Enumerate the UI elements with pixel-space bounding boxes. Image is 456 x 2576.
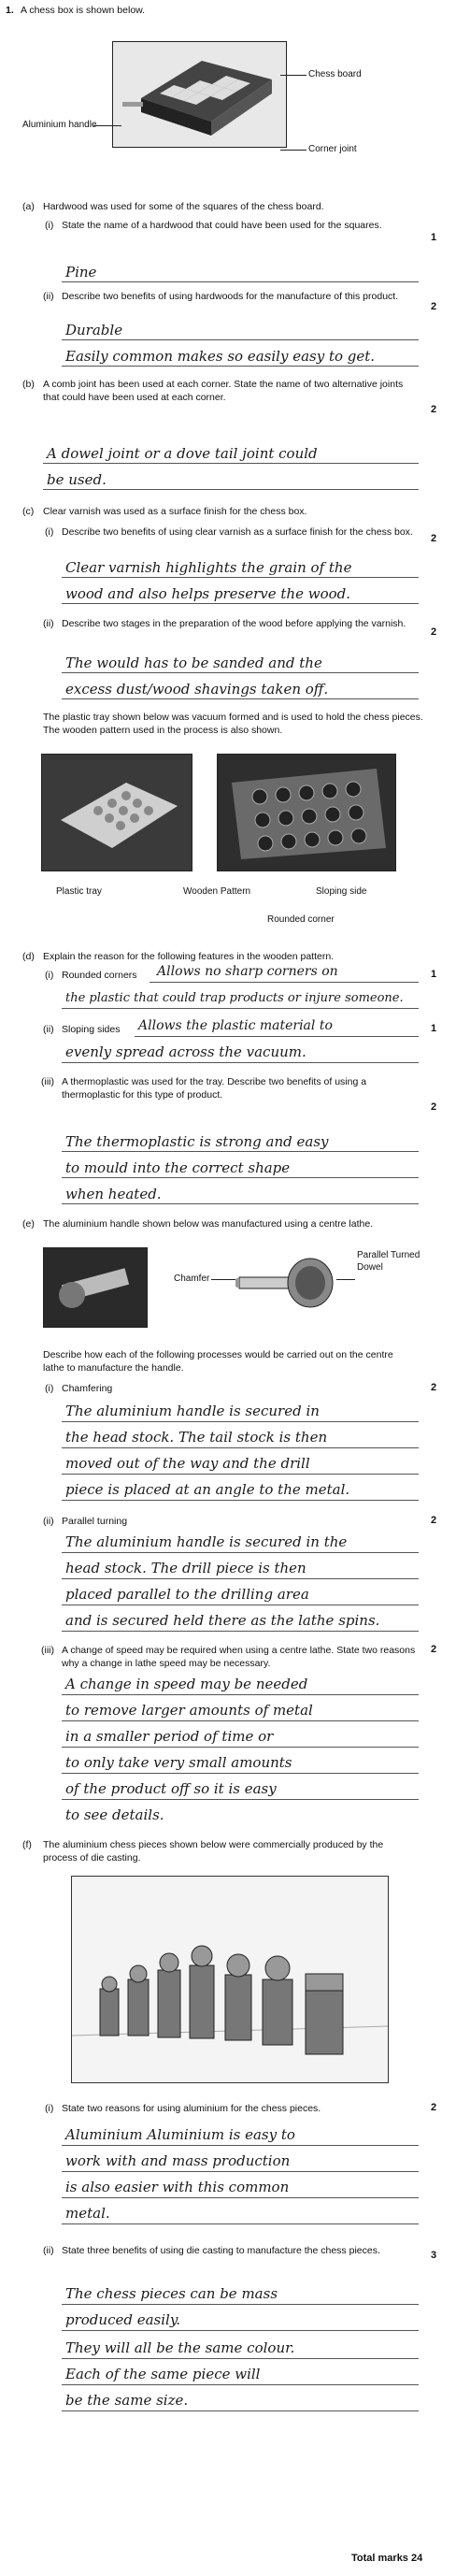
answer-rule xyxy=(62,577,419,578)
answer-line: be the same size. xyxy=(65,2392,189,2409)
part-b-marks: 2 xyxy=(431,404,437,415)
part-a-ii-label: (ii) xyxy=(43,291,54,302)
answer-rule xyxy=(62,2197,419,2198)
leader-chamfer xyxy=(211,1279,237,1280)
answer-line: the head stock. The tail stock is then xyxy=(65,1429,328,1446)
part-c-ii-label: (ii) xyxy=(43,618,54,629)
part-a-i-text: State the name of a hardwood that could have been used for the squares. xyxy=(62,220,382,231)
answer-line: evenly spread across the vacuum. xyxy=(65,1043,306,1060)
answer-line: Clear varnish highlights the grain of the xyxy=(65,559,352,576)
leader-handle xyxy=(93,125,121,126)
part-c-ii-text: Describe two stages in the preparation of the wood before applying the varnish. xyxy=(62,618,406,629)
answer-rule xyxy=(62,1421,419,1422)
answer-rule xyxy=(62,339,419,340)
part-d-i-marks: 1 xyxy=(431,969,437,980)
handle-photo xyxy=(235,1253,340,1313)
part-e-describe: Describe how each of the following processes would be carried out on the centre lathe to manufacture the handle. xyxy=(43,1349,393,1374)
answer-rule xyxy=(62,1203,419,1204)
answer-line: A dowel joint or a dove tail joint could xyxy=(47,445,318,462)
part-d-stem: Explain the reason for the following features in the wooden pattern. xyxy=(43,951,335,962)
answer-line: wood and also helps preserve the wood. xyxy=(65,585,351,602)
answer-line: Aluminium Aluminium is easy to xyxy=(65,2126,295,2143)
label-plastic-tray: Plastic tray xyxy=(56,886,102,897)
part-f-ii-text: State three benefits of using die casting to manufacture the chess pieces. xyxy=(62,2245,380,2256)
answer-rule xyxy=(62,1062,419,1063)
answer-rule xyxy=(62,1552,419,1553)
answer-rule xyxy=(62,1747,419,1748)
answer-line: of the product off so it is easy xyxy=(65,1780,277,1797)
chess-box-illustration xyxy=(112,41,287,148)
answer-line: The aluminium handle is secured in the xyxy=(65,1533,348,1550)
answer-rule xyxy=(62,1631,419,1632)
label-wooden-pattern: Wooden Pattern xyxy=(183,886,251,897)
wooden-pattern-photo xyxy=(217,754,396,871)
answer-rule xyxy=(62,603,419,604)
handle-drawing xyxy=(235,1253,340,1313)
answer-line: Pine xyxy=(65,264,97,281)
part-f-label: (f) xyxy=(22,1839,32,1850)
answer-line: when heated. xyxy=(65,1186,162,1202)
part-f-stem: The aluminium chess pieces shown below were commercially produced by the process of die casting. xyxy=(43,1839,384,1864)
answer-line: moved out of the way and the drill xyxy=(65,1455,310,1472)
answer-rule xyxy=(150,982,419,983)
answer-line: metal. xyxy=(65,2205,110,2222)
part-d-iii-text: A thermoplastic was used for the tray. Describe two benefits of using a thermoplastic for this type of product. xyxy=(62,1076,367,1101)
answer-line: Easily common makes so easily easy to get. xyxy=(65,348,376,365)
part-a-label: (a) xyxy=(22,201,35,212)
answer-rule xyxy=(62,1151,419,1152)
lathe-photo xyxy=(43,1247,148,1328)
answer-line: The thermoplastic is strong and easy xyxy=(65,1133,329,1150)
answer-rule xyxy=(43,463,419,464)
part-d-iii-marks: 2 xyxy=(431,1101,437,1113)
part-f-i-label: (i) xyxy=(45,2103,54,2114)
answer-rule xyxy=(62,1447,419,1448)
part-e-stem: The aluminium handle shown below was manufactured using a centre lathe. xyxy=(43,1218,374,1230)
part-c-i-text: Describe two benefits of using clear varnish as a surface finish for the chess box. xyxy=(62,526,413,538)
label-chamfer: Chamfer xyxy=(174,1274,210,1284)
label-aluminium-handle: Aluminium handle xyxy=(22,120,97,130)
part-e-ii-text: Parallel turning xyxy=(62,1516,128,1527)
part-b-text: A comb joint has been used at each corner. State the name of two alternative joints that could have been used at each corner. xyxy=(43,379,404,403)
label-chess-board: Chess board xyxy=(308,69,362,79)
plastic-tray-drawing xyxy=(42,755,192,871)
answer-rule xyxy=(62,2171,419,2172)
lathe-drawing xyxy=(44,1248,147,1327)
leader-board xyxy=(280,75,306,76)
question-intro: A chess box is shown below. xyxy=(21,5,146,16)
part-e-ii-marks: 2 xyxy=(431,1515,437,1526)
leader-dowel xyxy=(336,1279,355,1280)
chess-pieces-drawing xyxy=(72,1877,388,2082)
answer-line: in a smaller period of time or xyxy=(65,1728,274,1745)
chess-pieces-illustration xyxy=(71,1876,389,2083)
answer-line: The chess pieces can be mass xyxy=(65,2285,278,2302)
part-a-ii-text: Describe two benefits of using hardwoods for the manufacture of this product. xyxy=(62,291,399,302)
part-e-iii-marks: 2 xyxy=(431,1644,437,1655)
answer-rule xyxy=(62,672,419,673)
answer-line: is also easier with this common xyxy=(65,2179,290,2195)
answer-rule xyxy=(62,1008,419,1009)
wooden-pattern-drawing xyxy=(218,755,395,871)
answer-rule xyxy=(62,2358,419,2359)
part-e-i-label: (i) xyxy=(45,1383,54,1394)
label-parallel-turned-dowel: Parallel Turned Dowel xyxy=(357,1250,420,1273)
part-e-label: (e) xyxy=(22,1218,35,1230)
answer-rule xyxy=(62,1474,419,1475)
part-a-i-label: (i) xyxy=(45,220,54,231)
answer-line: to remove larger amounts of metal xyxy=(65,1702,313,1719)
answer-rule xyxy=(135,1036,419,1037)
part-c-stem: Clear varnish was used as a surface finish for the chess box. xyxy=(43,506,307,517)
answer-rule xyxy=(62,2330,419,2331)
part-e-iii-text: A change of speed may be required when using a centre lathe. State two reasons why a change in lathe speed may be necessary. xyxy=(62,1645,416,1669)
leader-corner xyxy=(280,150,306,151)
answer-rule xyxy=(62,1799,419,1800)
chess-box-drawing xyxy=(113,42,286,147)
part-d-ii-text: Sloping sides xyxy=(62,1024,121,1035)
label-corner-joint: Corner joint xyxy=(308,144,357,154)
part-e-i-marks: 2 xyxy=(431,1382,437,1393)
part-a-stem: Hardwood was used for some of the squares of the chess board. xyxy=(43,201,324,212)
answer-line: Each of the same piece will xyxy=(65,2366,261,2382)
answer-line: to mould into the correct shape xyxy=(65,1159,291,1176)
total-marks: Total marks 24 xyxy=(351,2553,423,2564)
part-e-i-text: Chamfering xyxy=(62,1383,113,1394)
answer-line: and is secured held there as the lathe spins. xyxy=(65,1612,380,1629)
part-f-ii-marks: 3 xyxy=(431,2250,437,2261)
answer-line: The would has to be sanded and the xyxy=(65,655,322,671)
part-f-i-marks: 2 xyxy=(431,2102,437,2113)
answer-line: the plastic that could trap products or injure someone. xyxy=(65,991,404,1005)
answer-line: piece is placed at an angle to the metal. xyxy=(65,1481,350,1498)
tray-intro: The plastic tray shown below was vacuum formed and is used to hold the chess pieces. The wooden pattern used in the process is also shown. xyxy=(43,712,423,736)
answer-rule xyxy=(62,1177,419,1178)
answer-line: Durable xyxy=(65,322,123,338)
answer-rule xyxy=(62,281,419,282)
answer-rule xyxy=(62,2384,419,2385)
part-c-i-label: (i) xyxy=(45,526,54,538)
answer-rule xyxy=(62,1720,419,1721)
answer-rule xyxy=(62,366,419,367)
part-c-label: (c) xyxy=(22,506,35,517)
question-number: 1. xyxy=(6,5,14,16)
answer-line: A change in speed may be needed xyxy=(65,1676,308,1692)
answer-rule xyxy=(62,2223,419,2224)
part-e-iii-label: (iii) xyxy=(41,1645,54,1656)
answer-rule xyxy=(62,2145,419,2146)
answer-line: be used. xyxy=(47,471,107,488)
part-f-ii-label: (ii) xyxy=(43,2245,54,2256)
part-d-i-text: Rounded corners xyxy=(62,970,137,981)
answer-rule xyxy=(62,1694,419,1695)
part-f-i-text: State two reasons for using aluminium for the chess pieces. xyxy=(62,2103,321,2114)
answer-line: Allows the plastic material to xyxy=(138,1018,333,1033)
part-d-label: (d) xyxy=(22,951,35,962)
answer-line: head stock. The drill piece is then xyxy=(65,1560,306,1576)
answer-line: The aluminium handle is secured in xyxy=(65,1403,320,1419)
answer-line: excess dust/wood shavings taken off. xyxy=(65,681,329,698)
part-b-label: (b) xyxy=(22,379,35,390)
part-c-ii-marks: 2 xyxy=(431,626,437,638)
answer-line: to only take very small amounts xyxy=(65,1754,292,1771)
part-d-i-label: (i) xyxy=(45,970,54,981)
answer-line: work with and mass production xyxy=(65,2152,291,2169)
answer-line: They will all be the same colour. xyxy=(65,2339,295,2356)
plastic-tray-photo xyxy=(41,754,192,871)
answer-rule xyxy=(62,2304,419,2305)
answer-line: Allows no sharp corners on xyxy=(157,964,338,979)
answer-rule xyxy=(62,698,419,699)
part-a-i-marks: 1 xyxy=(431,232,437,243)
answer-line: placed parallel to the drilling area xyxy=(65,1586,309,1603)
part-d-iii-label: (iii) xyxy=(41,1076,54,1087)
answer-rule xyxy=(62,1578,419,1579)
label-sloping-side: Sloping side xyxy=(316,886,367,897)
part-e-ii-label: (ii) xyxy=(43,1516,54,1527)
part-c-i-marks: 2 xyxy=(431,533,437,544)
answer-rule xyxy=(62,1773,419,1774)
part-d-ii-label: (ii) xyxy=(43,1024,54,1035)
answer-rule xyxy=(43,489,419,490)
part-a-ii-marks: 2 xyxy=(431,301,437,312)
label-rounded-corner: Rounded corner xyxy=(267,914,335,925)
part-d-ii-marks: 1 xyxy=(431,1023,437,1034)
answer-rule xyxy=(62,1500,419,1501)
answer-line: to see details. xyxy=(65,1806,164,1823)
answer-line: produced easily. xyxy=(65,2311,181,2328)
